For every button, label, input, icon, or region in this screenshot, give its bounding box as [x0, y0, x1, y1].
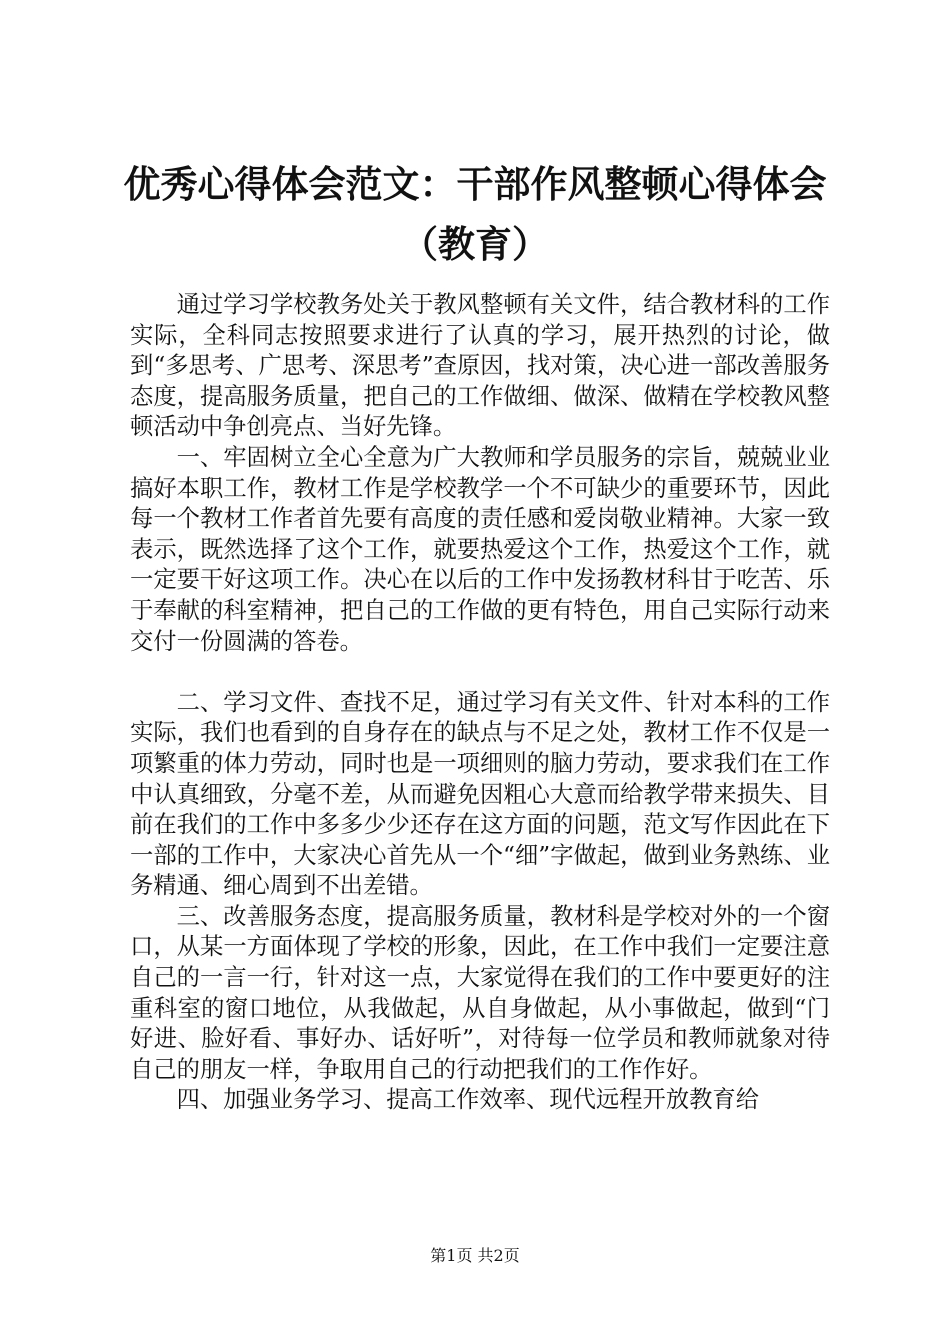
paragraph-section-4: 四、加强业务学习、提高工作效率、现代远程开放教育给 [176, 1086, 760, 1114]
page-number-footer: 第1页 共2页 [430, 1246, 520, 1265]
paragraph-intro: 通过学习学校教务处关于教风整顿有关文件，结合教材科的工作实际，全科同志按照要求进行了认真的学习，展开热烈的讨论，做到“多思考、广思考、深思考”查原因，找对策，决心进一部改善服务态度，提高服务质量，把自己的工作做细、做深、做精在学校教风整顿活动中争创亮点、当好先锋。 [130, 291, 830, 441]
paragraph-section-2: 二、学习文件、查找不足，通过学习有关文件、针对本科的工作实际，我们也看到的自身存在的缺点与不足之处，教材工作不仅是一项繁重的体力劳动，同时也是一项细则的脑力劳动，要求我们在工作中认真细致，分毫不差，从而避免因粗心大意而给教学带来损失、目前在我们的工作中多多少少还存在这方面的问题，范文写作因此在下一部的工作中，大家决心首先从一个“细”字做起，做到业务熟练、业务精通、细心周到不出差错。 [130, 688, 830, 900]
document-title-line-1: 优秀心得体会范文：干部作风整顿心得体会 [123, 162, 827, 206]
paragraph-section-3: 三、改善服务态度，提高服务质量，教材科是学校对外的一个窗口，从某一方面体现了学校的形象，因此，在工作中我们一定要注意自己的一言一行，针对这一点，大家觉得在我们的工作中要更好的注重科室的窗口地位，从我做起，从自身做起，从小事做起，做到“门好进、脸好看、事好办、话好听”，对待每一位学员和教师就象对待自己的朋友一样，争取用自己的行动把我们的工作作好。 [130, 902, 830, 1083]
document-body [130, 290, 830, 1116]
paragraph-section-1: 一、牢固树立全心全意为广大教师和学员服务的宗旨，兢兢业业搞好本职工作，教材工作是学校教学一个不可缺少的重要环节，因此每一个教材工作者首先要有高度的责任感和爱岗敬业精神。大家一致表示，既然选择了这个工作，就要热爱这个工作，热爱这个工作，就一定要干好这项工作。决心在以后的工作中发扬教材科甘于吃苦、乐于奉献的科室精神，把自己的工作做的更有特色，用自己实际行动来交付一份圆满的答卷。 [130, 443, 830, 655]
document-title-line-2: （教育） [401, 222, 549, 266]
